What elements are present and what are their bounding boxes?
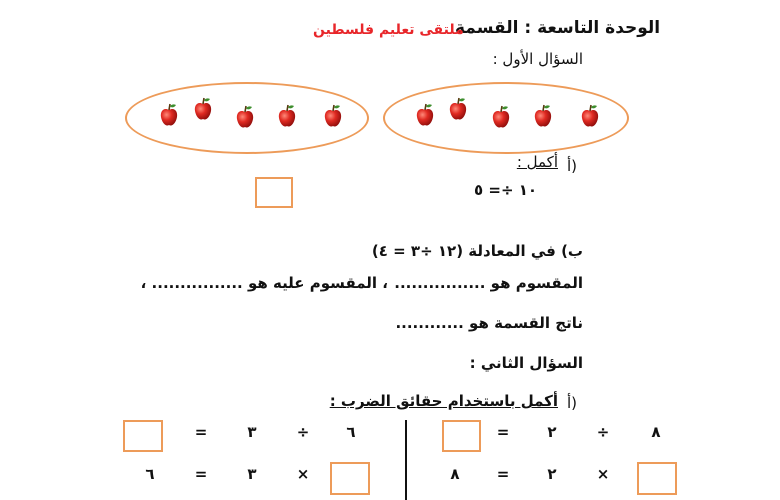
- answer-box[interactable]: [123, 420, 163, 452]
- apple-icon: [278, 104, 296, 128]
- divide-sign: ÷: [596, 423, 610, 441]
- apple-icon: [194, 97, 212, 121]
- part-a-equation: [474, 181, 537, 199]
- brand-label: ملتقى تعليم فلسطين: [313, 22, 464, 38]
- multiply-sign: ×: [296, 465, 310, 483]
- part-b-title: ب) في المعادلة (١٢ ÷٣ = ٤): [371, 242, 583, 260]
- apple-icon: [492, 105, 510, 129]
- apple-icon: [534, 104, 552, 128]
- num-2: ٢: [547, 423, 557, 441]
- apple-icon: [449, 97, 467, 121]
- answer-box[interactable]: [637, 462, 677, 495]
- equals-sign: =: [194, 465, 208, 483]
- dividend-line: المقسوم هو ................: [394, 274, 583, 292]
- equals-sign: =: [194, 423, 208, 441]
- q2-part-a-label: أكمل باستخدام حقائق الضرب :: [329, 392, 558, 410]
- apple-icon: [160, 103, 178, 127]
- equals-sign: =: [496, 465, 510, 483]
- num-8: ٨: [651, 423, 661, 441]
- q1-label: السؤال الأول :: [492, 50, 583, 68]
- num-6: ٦: [346, 423, 356, 441]
- answer-box[interactable]: [330, 462, 370, 495]
- unit-title: الوحدة التاسعة : القسمة: [455, 18, 661, 38]
- part-a-label: أكمل :: [516, 153, 558, 171]
- equation-text: ١٠ ÷= ٥: [474, 181, 538, 199]
- num-6: ٦: [145, 465, 155, 483]
- apple-icon: [236, 105, 254, 129]
- column-divider: [405, 420, 407, 500]
- apple-icon: [416, 103, 434, 127]
- q2-label: السؤال الثاني :: [469, 354, 583, 372]
- divisor-line: ، المقسوم عليه هو ................ ،: [140, 274, 388, 292]
- multiply-sign: ×: [596, 465, 610, 483]
- num-3: ٣: [247, 423, 257, 441]
- divide-sign: ÷: [296, 423, 310, 441]
- apple-icon: [324, 104, 342, 128]
- part-a-letter: أ): [567, 157, 578, 175]
- q2-part-a-letter: أ): [567, 394, 578, 412]
- quotient-line: ناتج القسمة هو ............: [395, 314, 583, 332]
- num-3: ٣: [247, 465, 257, 483]
- num-8: ٨: [450, 465, 460, 483]
- num-2: ٢: [547, 465, 557, 483]
- equals-sign: =: [496, 423, 510, 441]
- answer-box[interactable]: [442, 420, 481, 452]
- apple-icon: [581, 104, 599, 128]
- answer-box[interactable]: [255, 177, 293, 208]
